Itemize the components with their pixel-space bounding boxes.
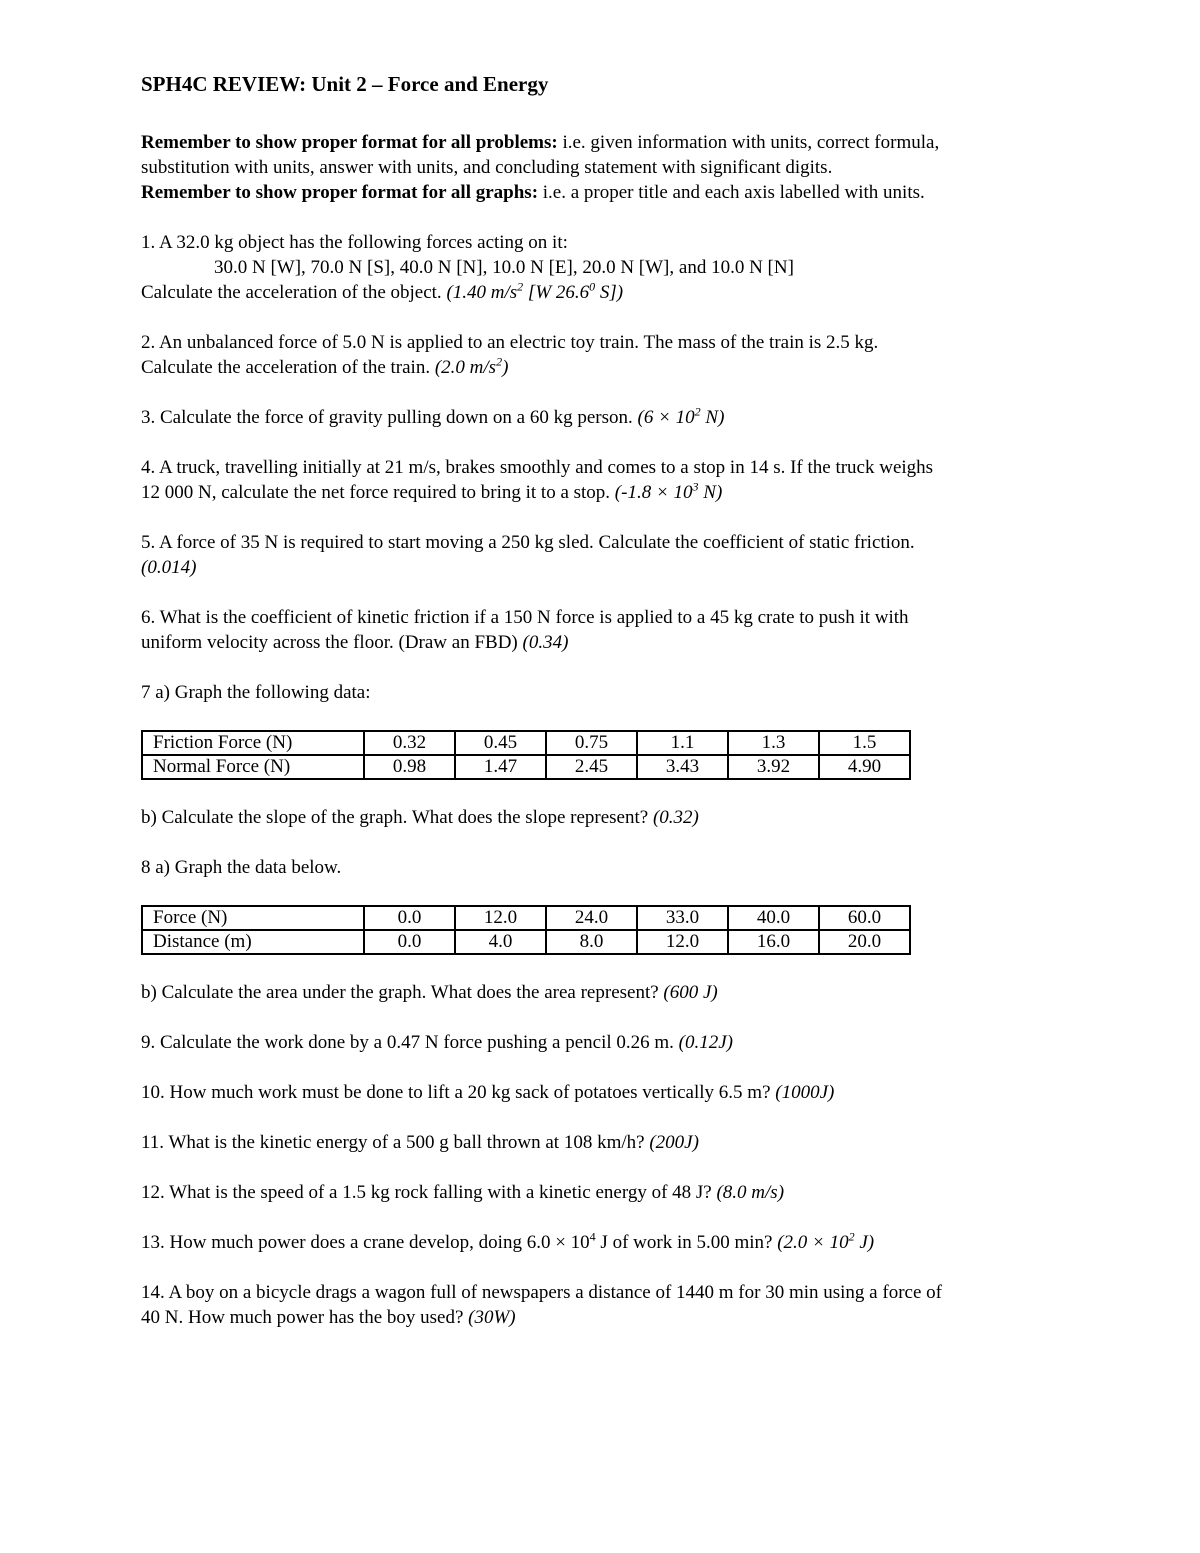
question-10-text: 10. How much work must be done to lift a 20 kg sack of potatoes vertically 6.5 m? [141, 1082, 771, 1103]
question-9-text: 9. Calculate the work done by a 0.47 N force pushing a pencil 0.26 m. [141, 1032, 674, 1053]
table-cell: 40.0 [728, 906, 819, 930]
question-3-answer: ($6 \times 10^2$ N) [637, 404, 725, 428]
table-cell: 4.90 [819, 755, 910, 779]
problems-instruction-text: i.e. given information with units, correct formula, [557, 132, 940, 153]
question-5-text: 5. A force of 35 N is required to start moving a 250 kg sled. Calculate the coefficient of static friction. [141, 532, 915, 553]
table-row-header: Normal Force (N) [142, 755, 364, 779]
question-5 [141, 530, 1081, 580]
question-6-prompt-text: uniform velocity across the floor. (Draw an FBD) [141, 632, 518, 653]
question-1-stem: 1. A 32.0 kg object has the following forces acting on it: [141, 232, 568, 253]
work-data-table [141, 905, 911, 955]
question-4-prompt-text: 12 000 N, calculate the net force required to bring it to a stop. [141, 482, 611, 503]
table-row [142, 731, 910, 755]
graphs-instruction-bold: Remember to show proper format for all graphs: [141, 182, 539, 203]
question-13-answer: ($2.0 \times 10^2$ J) [777, 1229, 875, 1253]
question-1-prompt [141, 280, 1081, 305]
question-14-answer: (30W) [468, 1307, 516, 1328]
table-cell: 1.3 [728, 731, 819, 755]
table-cell: 0.0 [364, 906, 455, 930]
question-8b-answer: (600 J) [663, 982, 718, 1003]
question-4-prompt [141, 480, 1081, 505]
problems-instruction-cont: substitution with units, answer with units, and concluding statement with significant digits. [141, 157, 833, 178]
question-1-forces: 30.0 N [W], 70.0 N [S], 40.0 N [N], 10.0 N [E], 20.0 N [W], and 10.0 N [N] [214, 257, 794, 278]
table-cell: 0.75 [546, 731, 637, 755]
table-cell: 16.0 [728, 930, 819, 954]
page-title: SPH4C REVIEW: Unit 2 – Force and Energy [141, 72, 549, 96]
graphs-instruction-text: i.e. a proper title and each axis labelled with units. [538, 182, 925, 203]
table-cell: 4.0 [455, 930, 546, 954]
table-cell: 20.0 [819, 930, 910, 954]
table-cell: 12.0 [455, 906, 546, 930]
question-7b [141, 805, 1081, 830]
table-cell: 0.98 [364, 755, 455, 779]
table-cell: 12.0 [637, 930, 728, 954]
question-4 [141, 455, 1081, 505]
question-10-answer: (1000J) [775, 1082, 835, 1103]
question-1-prompt-text: Calculate the acceleration of the object. [141, 282, 442, 303]
question-11-text: 11. What is the kinetic energy of a 500 g ball thrown at 108 km/h? [141, 1132, 645, 1153]
question-14 [141, 1280, 1081, 1330]
question-11-answer: (200J) [649, 1132, 699, 1153]
question-2-answer: (2.0 $m/s^2$) [434, 354, 509, 378]
table-row-header: Friction Force (N) [142, 731, 364, 755]
question-14-prompt [141, 1305, 1081, 1330]
table-cell: 1.47 [455, 755, 546, 779]
problems-instruction-bold: Remember to show proper format for all problems: [141, 132, 558, 153]
question-8 [141, 855, 1081, 1005]
question-2-prompt-text: Calculate the acceleration of the train. [141, 357, 431, 378]
question-6-prompt [141, 630, 1081, 655]
question-8b [141, 980, 1081, 1005]
question-12 [141, 1180, 1081, 1205]
question-4-stem: 4. A truck, travelling initially at 21 m/s, brakes smoothly and comes to a stop in 14 s. If the truck weighs [141, 457, 934, 478]
table-cell: 8.0 [546, 930, 637, 954]
question-12-text: 12. What is the speed of a 1.5 kg rock falling with a kinetic energy of 48 J? [141, 1182, 712, 1203]
question-12-answer: (8.0 m/s) [716, 1182, 785, 1203]
worksheet-page [141, 70, 1081, 1330]
question-13 [141, 1230, 1081, 1255]
question-11 [141, 1130, 1081, 1155]
question-7b-text: b) Calculate the slope of the graph. What does the slope represent? [141, 807, 649, 828]
table-cell: 0.45 [455, 731, 546, 755]
friction-data-table [141, 730, 911, 780]
question-6 [141, 605, 1081, 655]
question-6-answer: (0.34) [522, 632, 569, 653]
table-cell: 0.0 [364, 930, 455, 954]
table-cell: 1.1 [637, 731, 728, 755]
graphs-instruction [141, 180, 1081, 205]
table-row [142, 906, 910, 930]
question-8a-text: 8 a) Graph the data below. [141, 857, 342, 878]
table-cell: 1.5 [819, 731, 910, 755]
table-row [142, 755, 910, 779]
table-cell: 2.45 [546, 755, 637, 779]
question-1-answer: (1.40 $m/s^2$ [W 26.6$^0$ S]) [446, 279, 624, 303]
question-14-prompt-text: 40 N. How much power has the boy used? [141, 1307, 464, 1328]
table-cell: 60.0 [819, 906, 910, 930]
question-5-answer: (0.014) [141, 557, 197, 578]
question-7 [141, 680, 1081, 830]
table-cell: 33.0 [637, 906, 728, 930]
question-6-stem: 6. What is the coefficient of kinetic friction if a 150 N force is applied to a 45 kg crate to push it with [141, 607, 909, 628]
question-2-prompt [141, 355, 1081, 380]
question-3 [141, 405, 1081, 430]
question-2 [141, 330, 1081, 380]
problems-instruction [141, 130, 1081, 155]
question-4-answer: ($-1.8 \times 10^3$ N) [614, 479, 723, 503]
table-row-header: Distance (m) [142, 930, 364, 954]
table-cell: 0.32 [364, 731, 455, 755]
question-7b-answer: (0.32) [652, 807, 699, 828]
question-7a-text: 7 a) Graph the following data: [141, 682, 371, 703]
table-row [142, 930, 910, 954]
question-3-text: 3. Calculate the force of gravity pulling down on a 60 kg person. [141, 407, 633, 428]
table-cell: 24.0 [546, 906, 637, 930]
question-2-stem: 2. An unbalanced force of 5.0 N is applied to an electric toy train. The mass of the train is 2.5 kg. [141, 332, 879, 353]
question-9 [141, 1030, 1081, 1055]
question-13-text: 13. How much power does a crane develop, doing $6.0 \times 10^4$ J of work in 5.00 min? [141, 1229, 773, 1253]
question-9-answer: (0.12J) [678, 1032, 734, 1053]
question-14-stem: 14. A boy on a bicycle drags a wagon full of newspapers a distance of 1440 m for 30 min using a force of [141, 1282, 942, 1303]
table-row-header: Force (N) [142, 906, 364, 930]
table-cell: 3.92 [728, 755, 819, 779]
question-1 [141, 230, 1081, 305]
question-8b-text: b) Calculate the area under the graph. What does the area represent? [141, 982, 659, 1003]
table-cell: 3.43 [637, 755, 728, 779]
question-10 [141, 1080, 1081, 1105]
